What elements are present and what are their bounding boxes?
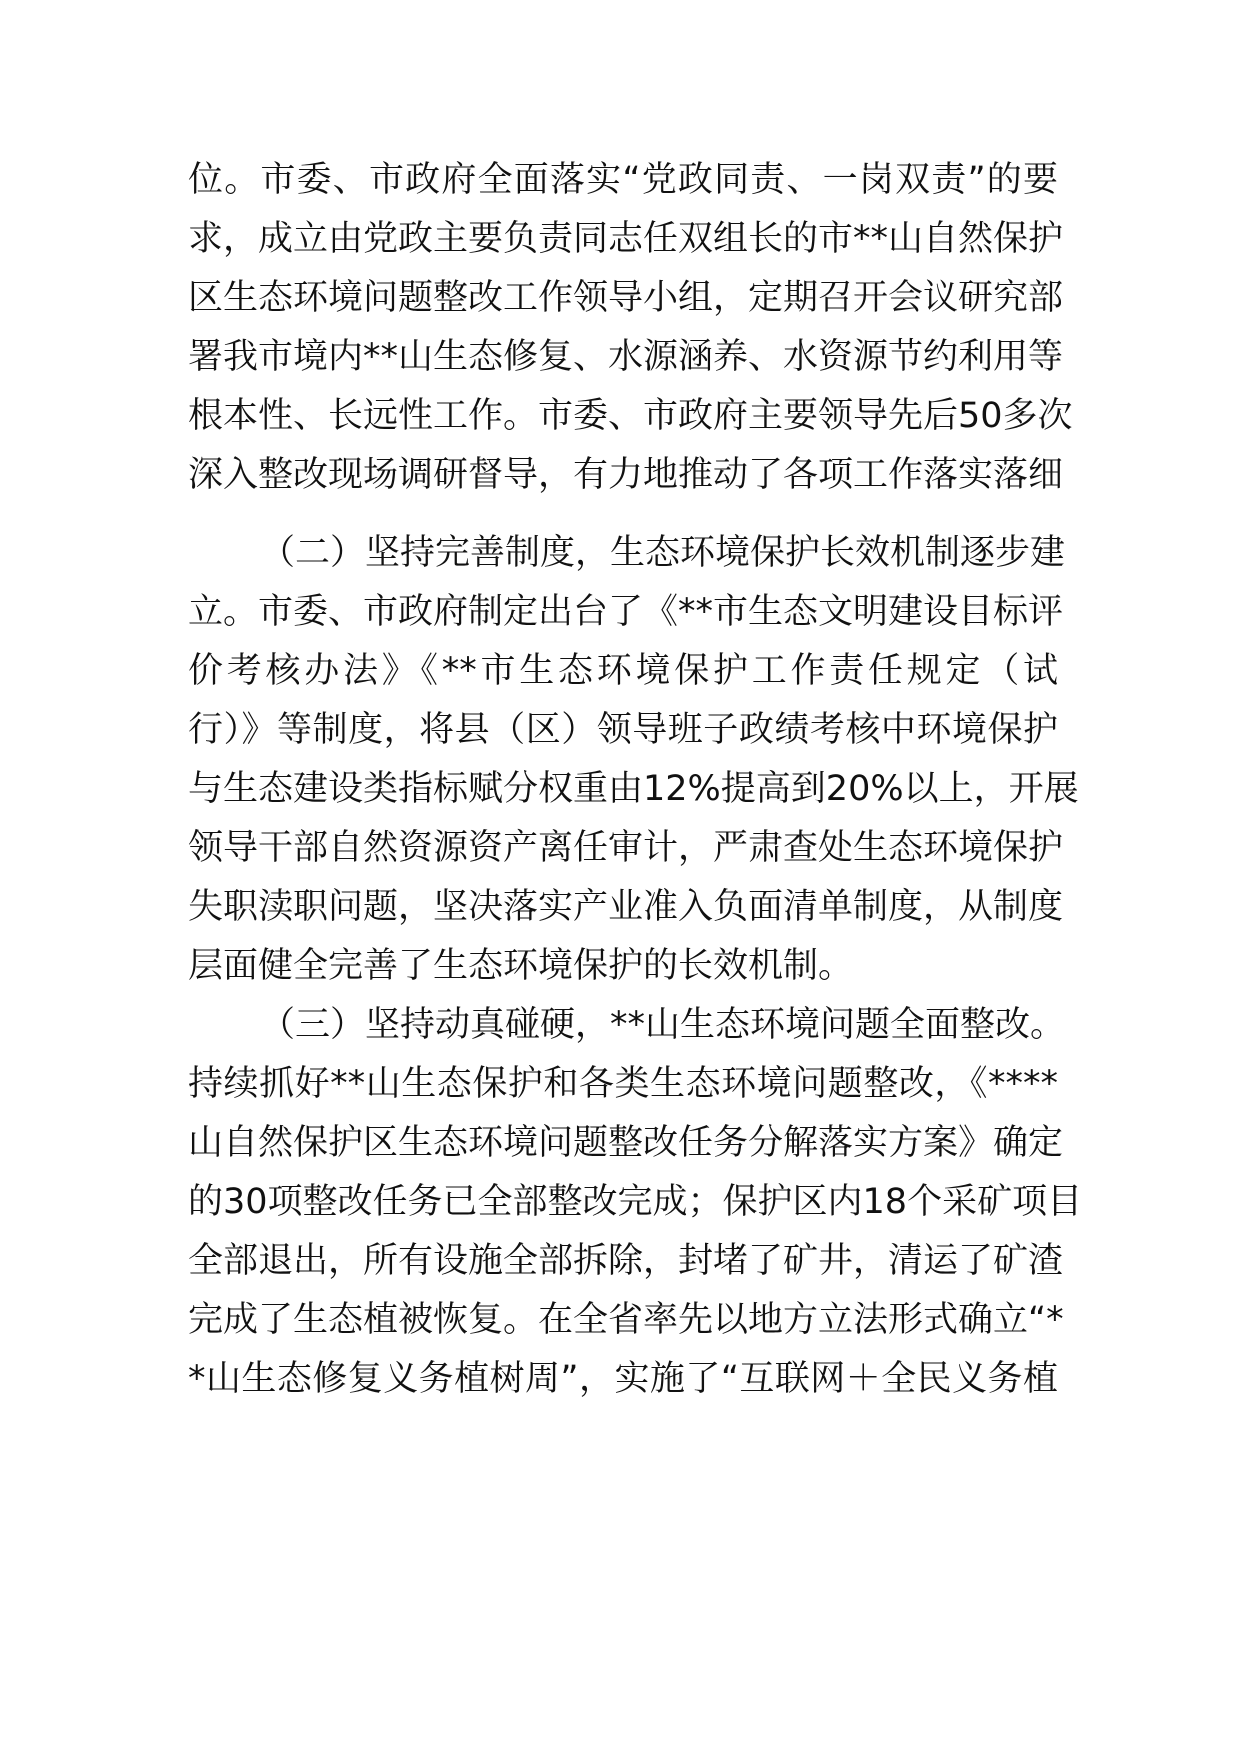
text-line: 的30项整改任务已全部整改完成；保护区内18个采矿项目 [188,1182,1083,1222]
text-line: 持续抓好**山生态保护和各类生态环境问题整改，《**** [188,1064,1058,1104]
text-line: 立。市委、市政府制定出台了《**市生态文明建设目标评 [188,592,1064,632]
text-line: 失职渎职问题，坚决落实产业准入负面清单制度，从制度 [188,887,1064,927]
text-line: 深入整改现场调研督导，有力地推动了各项工作落实落细 [188,455,1064,495]
text-line: 行）》等制度，将县（区）领导班子政绩考核中环境保护 [188,710,1058,750]
text-line: *山生态修复义务植树周”，实施了“互联网＋全民义务植 [188,1359,1058,1399]
text-line: 区生态环境问题整改工作领导小组，定期召开会议研究部 [188,278,1064,318]
text-line: 层面健全完善了生态环境保护的长效机制。 [188,946,854,986]
text-line: 署我市境内**山生态修复、水源涵养、水资源节约利用等 [188,337,1064,377]
text-line: 位。市委、市政府全面落实“党政同责、一岗双责”的要 [188,160,1058,200]
text-line: 领导干部自然资源资产离任审计，严肃查处生态环境保护 [188,828,1064,868]
text-line: 山自然保护区生态环境问题整改任务分解落实方案》确定 [188,1123,1064,1163]
text-line: 全部退出，所有设施全部拆除，封堵了矿井，清运了矿渣 [188,1241,1064,1281]
text-line: 根本性、长远性工作。市委、市政府主要领导先后50多次 [188,396,1073,436]
section-heading: （三）坚持动真碰硬，**山生态环境问题全面整改。 [260,1005,1066,1045]
text-line: 价考核办法》《**市生态环境保护工作责任规定（试 [188,651,1058,691]
section-heading: （二）坚持完善制度，生态环境保护长效机制逐步建 [260,533,1066,573]
text-line: 求，成立由党政主要负责同志任双组长的市**山自然保护 [188,219,1064,259]
text-line: 与生态建设类指标赋分权重由12%提高到20%以上，开展 [188,769,1079,809]
text-line: 完成了生态植被恢复。在全省率先以地方立法形式确立“* [188,1300,1064,1340]
